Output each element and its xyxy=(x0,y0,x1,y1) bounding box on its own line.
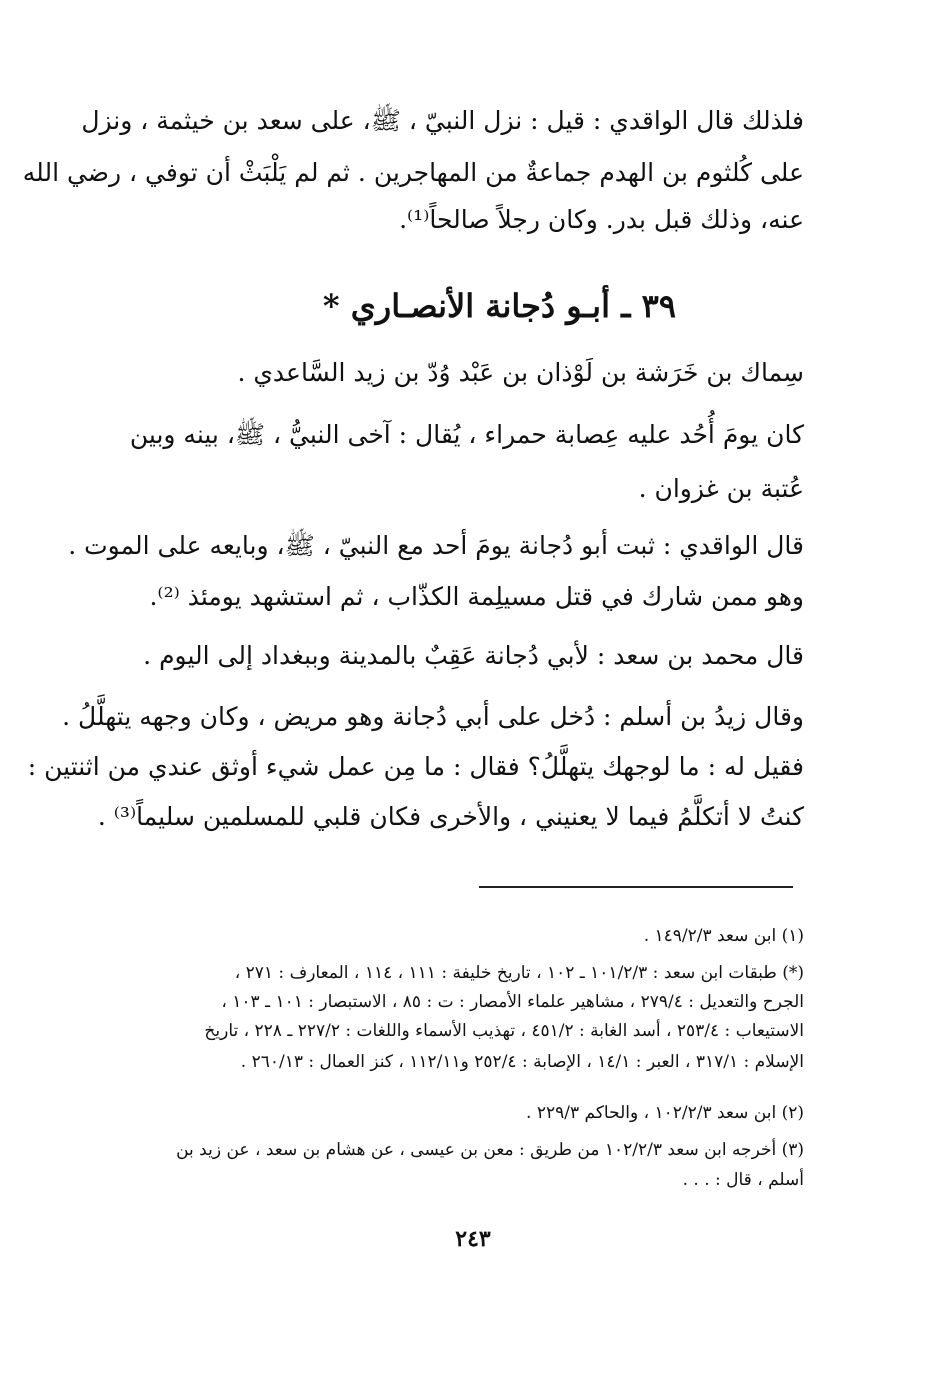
footnote-2-line: (٢) ابن سعد ١٠٢/٢/٣ ، والحاكم ٢٢٩/٣ . xyxy=(526,1103,804,1123)
page-number: ٢٤٣ xyxy=(455,1226,491,1252)
intro-line-2: على كُلثوم بن الهدم جماعةٌ من المهاجرين . ثم لم يَلْبَثْ أن توفي ، رضي الله xyxy=(22,158,804,187)
footnote-3-line-2: أسلم ، قال : . . . xyxy=(682,1170,804,1190)
paragraph-uhud-line-2: عُتبة بن غزوان . xyxy=(638,474,804,503)
paragraph-ibn-saad-line: قال محمد بن سعد : لأبي دُجانة عَقِبٌ بالمدينة وببغداد إلى اليوم . xyxy=(143,641,804,670)
paragraph-name-line: سِماك بن خَرَشة بن لَوْذان بن عَبْد وُدّ بن زيد السَّاعدي . xyxy=(237,358,804,387)
paragraph-zaid-line-3: كنتُ لا أتكلَّمُ فيما لا يعنيني ، والأخرى فكان قلبي للمسلمين سليماً⁽³⁾ . xyxy=(97,802,804,831)
intro-line-1: فلذلك قال الواقدي : قيل : نزل النبيّ ، ﷺ، على سعد بن خيثمة ، ونزل xyxy=(81,106,804,135)
paragraph-zaid-line-2: فقيل له : ما لوجهك يتهلَّلُ؟ فقال : ما مِن عمل شيء أوثق عندي من اثنتين : xyxy=(27,752,804,781)
footnote-star-line-3: الاستيعاب : ٢٥٣/٤ ، أسد الغابة : ٤٥١/٢ ، تهذيب الأسماء واللغات : ٢٢٧/٢ ـ ٢٢٨ ، تاريخ xyxy=(204,1021,804,1041)
footnote-star-line-2: الجرح والتعديل : ٢٧٩/٤ ، مشاهير علماء الأمصار : ت : ٨٥ ، الاستبصار : ١٠١ ـ ١٠٣ ، xyxy=(221,992,804,1012)
paragraph-waqidi-line-2: وهو ممن شارك في قتل مسيلِمة الكذّاب ، ثم استشهد يومئذ ⁽²⁾. xyxy=(149,582,804,611)
paragraph-zaid-line-1: وقال زيدُ بن أسلم : دُخل على أبي دُجانة وهو مريض ، وكان وجهه يتهلَّلُ . xyxy=(62,702,804,731)
paragraph-uhud-line-1: كان يومَ أُحُد عليه عِصابة حمراء ، يُقال : آخى النبيُّ ، ﷺ، بينه وبين xyxy=(129,420,804,449)
footnote-separator xyxy=(479,886,793,888)
footnote-star-line-1: (*) طبقات ابن سعد : ١٠١/٢/٣ ـ ١٠٢ ، تاريخ خليفة : ١١١ ، ١١٤ ، المعارف : ٢٧١ ، xyxy=(234,963,804,983)
footnote-star-line-4: الإسلام : ٣١٧/١ ، العبر : ١٤/١ ، الإصابة : ٢٥٢/٤ و١١٢/١١ ، كنز العمال : ٢٦٠/١٣ . xyxy=(240,1052,804,1072)
footnote-3-line-1: (٣) أخرجه ابن سعد ١٠٢/٢/٣ من طريق : معن بن عيسى ، عن هشام بن سعد ، عن زيد بن xyxy=(176,1140,804,1160)
section-heading: ٣٩ ـ أبـو دُجانة الأنصـاري * xyxy=(322,287,676,325)
paragraph-waqidi-line-1: قال الواقدي : ثبت أبو دُجانة يومَ أحد مع النبيّ ، ﷺ، وبايعه على الموت . xyxy=(68,531,804,560)
footnote-1-line: (١) ابن سعد ١٤٩/٢/٣ . xyxy=(643,926,804,946)
intro-line-3: عنه، وذلك قبل بدر. وكان رجلاً صالحاً⁽¹⁾. xyxy=(399,205,804,234)
